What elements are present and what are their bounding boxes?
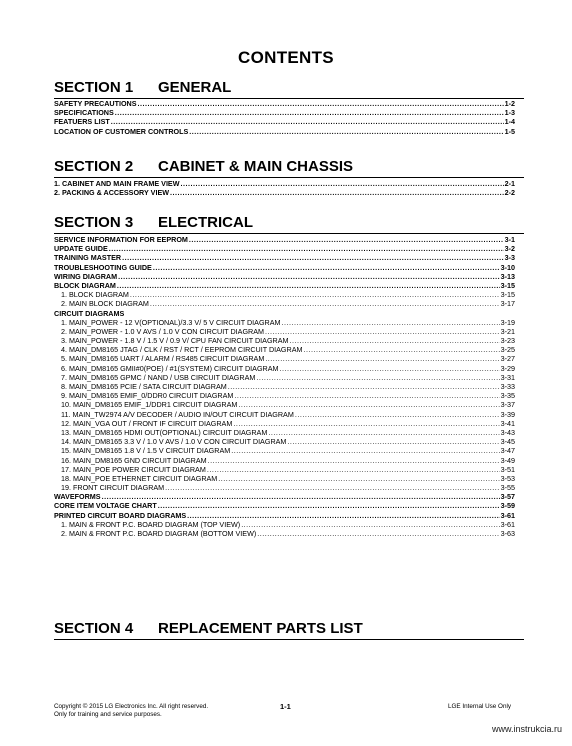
toc-entry[interactable] — [54, 244, 515, 253]
section-2-entries — [54, 179, 515, 197]
toc-entry-title: TRAINING MASTER — [54, 253, 122, 263]
page-title: CONTENTS — [238, 48, 334, 67]
section-number: SECTION 4 — [54, 620, 134, 637]
toc-entry-page: 3-55 — [500, 483, 515, 493]
section-number: SECTION 2 — [54, 158, 134, 175]
dot-leader — [189, 235, 504, 244]
dot-leader — [189, 127, 503, 136]
section-3-entries — [54, 235, 515, 538]
toc-entry[interactable] — [54, 99, 515, 108]
dot-leader — [109, 244, 504, 253]
toc-entry-title: UPDATE GUIDE — [54, 244, 108, 254]
footer-copyright — [54, 703, 208, 719]
section-1-entries — [54, 99, 515, 136]
toc-entry-title: 19. FRONT CIRCUIT DIAGRAM — [61, 483, 165, 493]
section-number: SECTION 1 — [54, 79, 134, 96]
dot-leader — [150, 299, 500, 308]
dot-leader — [158, 501, 500, 510]
toc-entry-title: 13. MAIN_DM8165 HDMI OUT(OPTIONAL) CIRCUIT DIAGRAM — [61, 427, 268, 437]
watermark-link[interactable]: www.instrukcia.ru — [491, 724, 562, 734]
toc-entry-title: CORE ITEM VOLTAGE CHART — [54, 501, 157, 511]
toc-entry-page: 2-2 — [504, 188, 515, 198]
toc-entry-title: 2. MAIN & FRONT P.C. BOARD DIAGRAM (BOTTOM VIEW) — [61, 529, 257, 538]
toc-entry-page: 3-1 — [504, 235, 515, 244]
toc-entry-page: 3-43 — [500, 427, 515, 437]
toc-entry[interactable] — [54, 446, 515, 455]
section-4-heading — [54, 620, 524, 640]
toc-entry-title: WAVEFORMS — [54, 492, 101, 502]
toc-entry-page: 3-13 — [500, 271, 515, 281]
toc-entry[interactable] — [54, 529, 515, 538]
dot-leader — [138, 99, 504, 108]
toc-entry[interactable] — [54, 309, 515, 318]
toc-entry[interactable] — [54, 456, 515, 465]
toc-entry-page: 3-23 — [500, 336, 515, 346]
toc-entry[interactable] — [54, 108, 515, 117]
toc-entry[interactable] — [54, 188, 515, 197]
toc-entry[interactable] — [54, 327, 515, 336]
dot-leader — [153, 263, 500, 272]
dot-leader — [265, 354, 499, 363]
toc-entry-title: FEATUERS LIST — [54, 117, 110, 127]
toc-entry-page: 3-19 — [500, 317, 515, 327]
toc-entry[interactable] — [54, 410, 515, 419]
toc-entry-title: 14. MAIN_DM8165 3.3 V / 1.0 V AVS / 1.0 V CON CIRCUIT DIAGRAM — [61, 437, 287, 447]
toc-entry-title: SAFETY PRECAUTIONS — [54, 99, 137, 108]
toc-entry-title: 8. MAIN_DM8165 PCIE / SATA CIRCUIT DIAGRAM — [61, 382, 227, 391]
toc-entry[interactable] — [54, 483, 515, 492]
toc-entry-title: 9. MAIN_DM8165 EMIF_0/DDR0 CIRCUIT DIAGRAM — [61, 391, 234, 401]
toc-entry[interactable] — [54, 492, 515, 501]
toc-entry-page: 1-3 — [504, 108, 515, 118]
toc-entry[interactable] — [54, 272, 515, 281]
dot-leader — [122, 253, 504, 262]
toc-entry-page: 3-49 — [500, 455, 515, 465]
dot-leader — [268, 428, 499, 437]
toc-entry[interactable] — [54, 235, 515, 244]
toc-entry-page: 3-2 — [504, 244, 515, 254]
dot-leader — [228, 382, 500, 391]
toc-entry[interactable] — [54, 474, 515, 483]
toc-entry[interactable] — [54, 127, 515, 136]
toc-entry[interactable] — [54, 318, 515, 327]
toc-entry-title: 6. MAIN_DM8165 GMII#0(POE) / #1(SYSTEM) CIRCUIT DIAGRAM — [61, 363, 279, 373]
dot-leader — [102, 492, 500, 501]
usage-line: Only for training and service purposes. — [54, 711, 162, 718]
toc-entry[interactable] — [54, 253, 515, 262]
dot-leader — [233, 419, 499, 428]
toc-entry-page: 3-15 — [500, 280, 515, 290]
footer-page-number: 1-1 — [280, 702, 291, 711]
toc-entry[interactable] — [54, 263, 515, 272]
toc-entry-title: 5. MAIN_DM8165 UART / ALARM / RS485 CIRCUIT DIAGRAM — [61, 354, 265, 364]
dot-leader — [287, 437, 499, 446]
toc-entry-page: 3-29 — [500, 363, 515, 373]
dot-leader — [241, 520, 499, 529]
toc-entry-page: 1-2 — [504, 99, 515, 108]
toc-entry-page: 3-45 — [500, 437, 515, 447]
toc-entry-title: 3. MAIN_POWER - 1.8 V / 1.5 V / 0.9 V/ CPU FAN CIRCUIT DIAGRAM — [61, 336, 289, 346]
toc-entry-title: 2. PACKING & ACCESSORY VIEW — [54, 188, 170, 198]
dot-leader — [218, 474, 499, 483]
toc-entry-page: 3-3 — [504, 253, 515, 263]
toc-entry-title: 2. MAIN BLOCK DIAGRAM — [61, 299, 149, 309]
toc-entry-page: 3-35 — [500, 391, 515, 401]
toc-entry-title: 4. MAIN_DM8165 JTAG / CLK / RST / RCT / EEPROM CIRCUIT DIAGRAM — [61, 345, 303, 355]
toc-entry[interactable] — [54, 428, 515, 437]
toc-entry-title: PRINTED CIRCUIT BOARD DIAGRAMS — [54, 510, 187, 520]
toc-entry[interactable] — [54, 290, 515, 299]
toc-entry[interactable] — [54, 511, 515, 520]
toc-entry-page: 3-53 — [500, 473, 515, 483]
toc-entry-page: 1-5 — [504, 126, 515, 136]
toc-entry-page: 3-17 — [500, 299, 515, 309]
toc-entry-page: 3-63 — [500, 529, 515, 538]
dot-leader — [295, 410, 500, 419]
dot-leader — [207, 465, 500, 474]
toc-entry-title: LOCATION OF CUSTOMER CONTROLS — [54, 126, 189, 136]
toc-entry-title: 16. MAIN_DM8165 GND CIRCUIT DIAGRAM — [61, 455, 207, 465]
toc-entry-page: 3-33 — [500, 382, 515, 391]
toc-entry-page: 3-37 — [500, 400, 515, 410]
toc-entry-title: WIRING DIAGRAM — [54, 271, 118, 281]
toc-entry-title: 2. MAIN_POWER - 1.0 V AVS / 1.0 V CON CIRCUIT DIAGRAM — [61, 326, 265, 336]
toc-entry[interactable] — [54, 419, 515, 428]
dot-leader — [170, 188, 504, 197]
toc-entry-page: 3-51 — [500, 464, 515, 474]
dot-leader — [282, 318, 500, 327]
toc-entry-page: 3-27 — [500, 354, 515, 364]
toc-entry[interactable] — [54, 373, 515, 382]
toc-entry-title: TROUBLESHOOTING GUIDE — [54, 262, 152, 272]
toc-entry[interactable] — [54, 281, 515, 290]
toc-entry-title: 18. MAIN_POE ETHERNET CIRCUIT DIAGRAM — [61, 473, 218, 483]
toc-entry-page: 3-25 — [500, 345, 515, 355]
toc-entry[interactable] — [54, 336, 515, 345]
toc-entry-page: 3-21 — [500, 326, 515, 336]
toc-entry[interactable] — [54, 364, 515, 373]
toc-entry-title: 17. MAIN_POE POWER CIRCUIT DIAGRAM — [61, 464, 206, 474]
dot-leader — [118, 272, 500, 281]
section-name: ELECTRICAL — [158, 214, 253, 231]
toc-entry-title: 11. MAIN_TW2974 A/V DECODER / AUDIO IN/OUT CIRCUIT DIAGRAM — [61, 409, 294, 419]
toc-entry-title: 7. MAIN_DM8165 GPMC / NAND / USB CIRCUIT DIAGRAM — [61, 372, 256, 382]
dot-leader — [256, 373, 499, 382]
toc-entry[interactable] — [54, 345, 515, 354]
dot-leader — [208, 456, 500, 465]
toc-entry-title: CIRCUIT DIAGRAMS — [54, 308, 125, 318]
dot-leader — [280, 364, 500, 373]
toc-entry[interactable] — [54, 391, 515, 400]
toc-entry[interactable] — [54, 465, 515, 474]
section-name: REPLACEMENT PARTS LIST — [158, 620, 363, 637]
toc-entry-title: SPECIFICATIONS — [54, 108, 114, 118]
toc-entry-title: BLOCK DIAGRAM — [54, 280, 116, 290]
toc-entry-title: 1. MAIN_POWER - 12 V(OPTIONAL)/3.3 V/ 5 V CIRCUIT DIAGRAM — [61, 317, 281, 327]
copyright-line: Copyright © 2015 LG Electronics Inc. All right reserved. — [54, 703, 209, 710]
toc-entry-title: SERVICE INFORMATION FOR EEPROM — [54, 235, 188, 244]
toc-entry[interactable] — [54, 117, 515, 126]
dot-leader — [130, 290, 500, 299]
toc-entry-page: 2-1 — [504, 179, 515, 188]
dot-leader — [117, 281, 500, 290]
footer-internal-use: LGE Internal Use Only — [448, 703, 511, 710]
toc-entry-title: 1. CABINET AND MAIN FRAME VIEW — [54, 179, 180, 188]
dot-leader — [115, 108, 504, 117]
dot-leader — [181, 179, 504, 188]
toc-entry-page: 3-10 — [500, 262, 515, 272]
toc-entry-page: 3-31 — [500, 372, 515, 382]
dot-leader — [234, 391, 499, 400]
dot-leader — [165, 483, 499, 492]
toc-entry-page: 3-61 — [500, 519, 515, 529]
dot-leader — [187, 511, 499, 520]
dot-leader — [111, 117, 504, 126]
toc-entry-title: 10. MAIN_DM8165 EMIF_1/DDR1 CIRCUIT DIAGRAM — [61, 400, 238, 410]
toc-entry-page: 3-39 — [500, 409, 515, 419]
toc-entry[interactable] — [54, 400, 515, 409]
section-1-heading — [54, 79, 524, 99]
toc-entry[interactable] — [54, 437, 515, 446]
toc-entry-page: 3-57 — [500, 492, 515, 502]
toc-entry-page: 1-4 — [504, 117, 515, 127]
toc-entry[interactable] — [54, 382, 515, 391]
toc-entry-page: 3-59 — [500, 501, 515, 511]
toc-entry[interactable] — [54, 501, 515, 510]
section-name: CABINET & MAIN CHASSIS — [158, 158, 354, 175]
toc-entry[interactable] — [54, 520, 515, 529]
toc-entry[interactable] — [54, 179, 515, 188]
toc-entry-title: 1. BLOCK DIAGRAM — [61, 290, 129, 300]
dot-leader — [290, 336, 500, 345]
dot-leader — [238, 400, 499, 409]
toc-entry-page: 3-47 — [500, 446, 515, 456]
toc-entry[interactable] — [54, 299, 515, 308]
section-number: SECTION 3 — [54, 214, 134, 231]
section-2-heading — [54, 158, 524, 178]
dot-leader — [265, 327, 500, 336]
toc-entry[interactable] — [54, 354, 515, 363]
toc-entry-page: 3-41 — [500, 418, 515, 428]
toc-entry-title: 12. MAIN_VGA OUT / FRONT IF CIRCUIT DIAGRAM — [61, 418, 233, 428]
toc-entry-title: 1. MAIN & FRONT P.C. BOARD DIAGRAM (TOP VIEW) — [61, 519, 241, 529]
dot-leader — [304, 345, 500, 354]
dot-leader — [231, 446, 499, 455]
toc-entry-title: 15. MAIN_DM8165 1.8 V / 1.5 V CIRCUIT DIAGRAM — [61, 446, 231, 456]
toc-entry-page: 3-15 — [500, 290, 515, 300]
section-3-heading — [54, 214, 524, 234]
dot-leader — [257, 529, 499, 538]
toc-entry-page: 3-61 — [500, 510, 515, 520]
section-name: GENERAL — [158, 79, 232, 96]
